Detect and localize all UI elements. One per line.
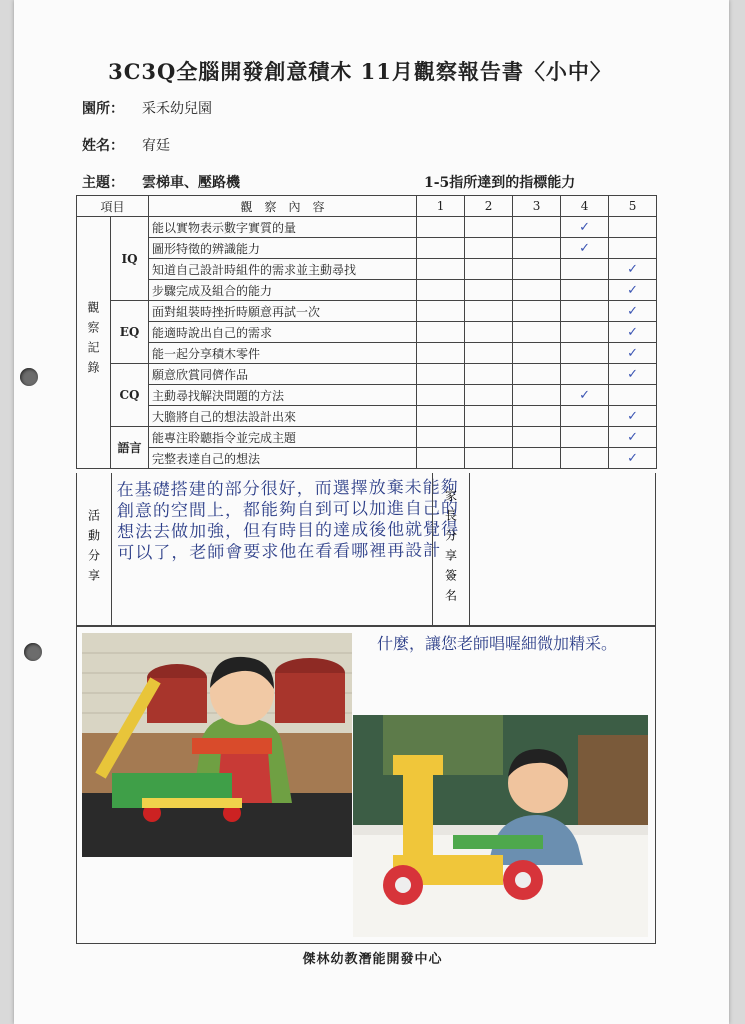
punch-hole [24,643,42,661]
level-cell [465,301,513,322]
level-cell [417,259,465,280]
level-cell [513,385,561,406]
checkmark-icon: ✓ [627,282,638,298]
criterion-text: 能以實物表示數字實質的量 [149,217,417,238]
level-cell [561,280,609,301]
header-level: 1 [417,196,465,217]
table-row [77,343,657,364]
criterion-text: 願意欣賞同儕作品 [149,364,417,385]
activity-section [76,473,656,626]
level-cell [417,280,465,301]
table-row [77,448,657,469]
level-cell [609,385,657,406]
observation-table [76,195,657,469]
level-cell [513,238,561,259]
table-row [77,217,657,238]
level-cell [465,427,513,448]
criterion-text: 面對組裝時挫折時願意再試一次 [149,301,417,322]
level-cell [465,217,513,238]
handwritten-note: 什麼，讓您老師唱喔細微加精采。 [377,634,618,653]
photo-section [76,626,656,944]
group-label: CQ [111,364,149,427]
criterion-text: 大膽將自己的想法設計出來 [149,406,417,427]
footer-org: 傑林幼教潛能開發中心 [302,952,443,967]
header-level: 2 [465,196,513,217]
level-cell [465,343,513,364]
table-row [77,259,657,280]
criterion-text: 能一起分享積木零件 [149,343,417,364]
checkmark-icon: ✓ [627,303,638,319]
level-cell [513,259,561,280]
activity-label: 活動分享 [77,473,112,625]
check-mark [609,322,657,343]
check-mark [609,364,657,385]
table-row [77,385,657,406]
level-cell [561,364,609,385]
level-cell [417,364,465,385]
check-mark [609,448,657,469]
level-cell [561,322,609,343]
level-cell [465,448,513,469]
level-cell [609,238,657,259]
school-field: 園所： 采禾幼兒園 [82,101,212,117]
level-cell [417,406,465,427]
checkmark-icon: ✓ [627,450,638,466]
checkmark-icon: ✓ [627,345,638,361]
check-mark [609,427,657,448]
level-cell [465,238,513,259]
header-level: 3 [513,196,561,217]
criterion-text: 步驟完成及組合的能力 [149,280,417,301]
check-mark [609,343,657,364]
table-header-row [77,196,657,217]
checkmark-icon: ✓ [627,324,638,340]
level-cell [465,259,513,280]
check-mark [561,238,609,259]
level-cell [513,217,561,238]
checkmark-icon: ✓ [579,240,590,256]
level-cell [465,322,513,343]
level-cell [561,406,609,427]
criterion-text: 能適時說出自己的需求 [149,322,417,343]
activity-photo-2 [353,715,648,937]
level-cell [513,301,561,322]
teacher-note: 在基礎搭建的部分很好，而選擇放棄未能夠創意的空間上，都能夠自到可以加進自己的想法去做加強，但有時目的達成後他就覺得可以了，老師會要求他在看看哪裡再設計 [116,477,460,564]
level-cell [417,238,465,259]
activity-photo-1 [82,633,352,857]
level-cell [417,217,465,238]
parent-signature-label: 家長分享簽名 [432,473,470,625]
level-cell [465,385,513,406]
header-item: 項目 [77,196,149,217]
level-cell [561,427,609,448]
level-cell [465,280,513,301]
level-cell [513,280,561,301]
level-cell [417,448,465,469]
checkmark-icon: ✓ [579,387,590,403]
level-cell [465,364,513,385]
table-row [77,406,657,427]
level-cell [561,448,609,469]
group-label: IQ [111,217,149,301]
header-level: 5 [609,196,657,217]
check-mark [561,217,609,238]
table-row [77,238,657,259]
level-cell [513,427,561,448]
criterion-text: 圖形特徵的辨識能力 [149,238,417,259]
level-cell [513,364,561,385]
criterion-text: 能專注聆聽指令並完成主題 [149,427,417,448]
level-cell [513,406,561,427]
header-content: 觀 察 內 容 [149,196,417,217]
checkmark-icon: ✓ [627,408,638,424]
check-mark [609,301,657,322]
check-mark [609,259,657,280]
level-cell [513,448,561,469]
level-cell [561,301,609,322]
level-cell [513,322,561,343]
check-mark [561,385,609,406]
checkmark-icon: ✓ [627,366,638,382]
checkmark-icon: ✓ [627,429,638,445]
criterion-text: 完整表達自己的想法 [149,448,417,469]
section-label: 觀察記錄 [77,217,111,469]
scale-note: 1-5指所達到的指標能力 [424,175,576,191]
theme-field: 主題： 雲梯車、壓路機 [82,175,240,191]
level-cell [417,427,465,448]
table-row [77,427,657,448]
table-row [77,364,657,385]
level-cell [609,217,657,238]
level-cell [417,322,465,343]
punch-hole [20,368,38,386]
table-row [77,280,657,301]
header-level: 4 [561,196,609,217]
group-label: 語言 [111,427,149,469]
group-label: EQ [111,301,149,364]
check-mark [609,406,657,427]
level-cell [417,385,465,406]
level-cell [561,259,609,280]
level-cell [513,343,561,364]
checkmark-icon: ✓ [579,219,590,235]
checkmark-icon: ✓ [627,261,638,277]
level-cell [417,343,465,364]
name-field: 姓名： 宥廷 [82,138,170,154]
check-mark [609,280,657,301]
criterion-text: 知道自己設計時組件的需求並主動尋找 [149,259,417,280]
level-cell [417,301,465,322]
level-cell [561,343,609,364]
report-title: 3C3Q全腦開發創意積木 11月觀察報告書〈小中〉 [108,59,612,84]
table-row [77,322,657,343]
level-cell [465,406,513,427]
table-row [77,301,657,322]
criterion-text: 主動尋找解決問題的方法 [149,385,417,406]
